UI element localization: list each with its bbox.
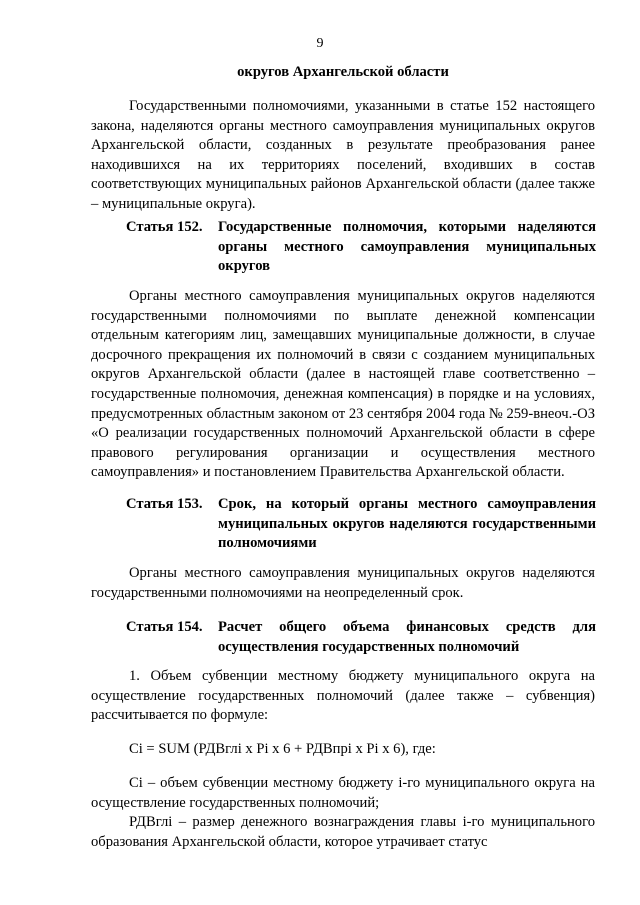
subvention-formula: Ci = SUM (РДВглi x Pi x 6 + РДВпрi x Pi x 6), где: — [129, 741, 436, 757]
article-153-text: Органы местного самоуправления муниципальных округов наделяются государственными полномочиями на неопределенный срок. — [91, 565, 595, 601]
article-152-heading — [126, 218, 596, 277]
article-154-heading — [126, 618, 596, 657]
article-152-title: Государственные полномочия, которыми наделяются органы местного самоуправления муниципальных округов — [218, 219, 596, 275]
article-153-number: Статья 153. — [126, 496, 203, 512]
article-153-heading — [126, 495, 596, 554]
definition-rdvgl: РДВглi – размер денежного вознаграждения главы i-го муниципального образования Архангельской области, которое утрачивает статус — [91, 814, 595, 850]
definition-ci: Ci – объем субвенции местному бюджету i-го муниципального округа на осуществление государственных полномочий; — [91, 775, 595, 811]
article-153-title: Срок, на который органы местного самоуправления муниципальных округов наделяются государственными полномочиями — [218, 496, 596, 552]
paragraph-intro: Государственными полномочиями, указанными в статье 152 настоящего закона, наделяются органы местного самоуправления муниципальных округов Архангельской области, созданных в результате преобразования ранее находившихся на их территориях поселений, входивших в состав соответствующих муниципальных районов Архангельской области (далее также – муниципальные округа). — [91, 98, 595, 212]
article-152-text: Органы местного самоуправления муниципальных округов наделяются государственными полномочиями по выплате денежной компенсации отдельным категориям лиц, замещавших муниципальные должности, в случае досрочного прекращения их полномочий в связи с созданием муниципальных округов Архангельской области (далее в настоящей главе соответственно – государственные полномочия, денежная компенсация) в порядке и на условиях, предусмотренных областным законом от 23 сентября 2004 года № 259-внеоч.-ОЗ «О реализации государственных полномочий Архангельской области в сфере правового регулирования организации и осуществления местного самоуправления» и постановлением Правительства Архангельской области. — [91, 288, 596, 481]
article-154-paragraph-1: 1. Объем субвенции местному бюджету муниципального округа на осуществление государственных полномочий (далее также – субвенция) рассчитывается по формуле: — [91, 668, 595, 724]
section-heading-continuation: округов Архангельской области — [237, 64, 449, 80]
article-154-title: Расчет общего объема финансовых средств для осуществления государственных полномочий — [218, 619, 596, 655]
page-number: 9 — [316, 36, 324, 51]
article-154-number: Статья 154. — [126, 619, 203, 635]
article-152-number: Статья 152. — [126, 219, 203, 235]
